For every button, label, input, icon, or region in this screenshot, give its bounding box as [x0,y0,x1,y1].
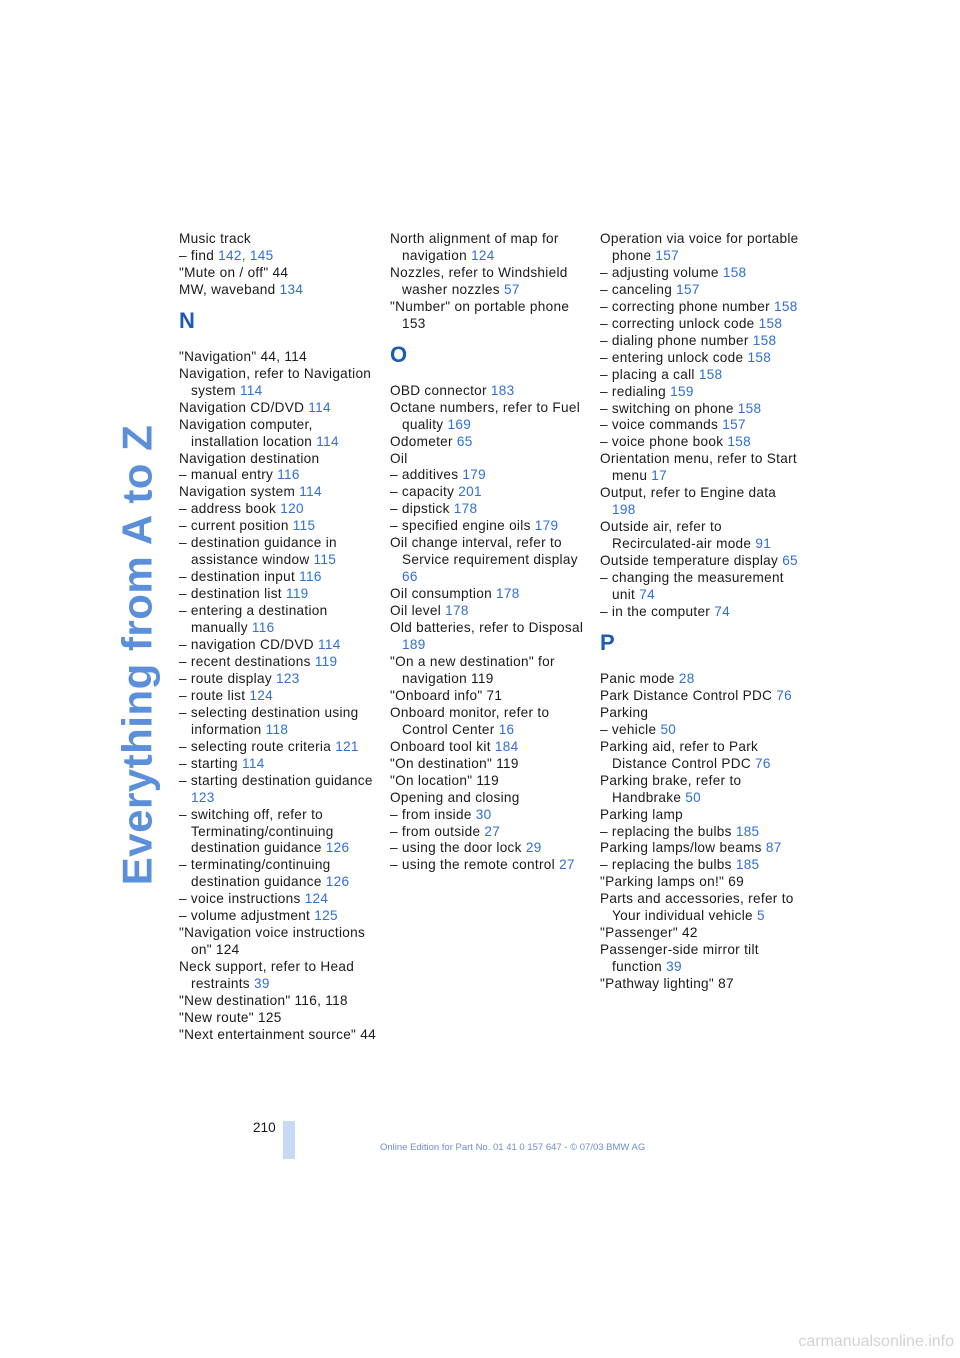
page-reference-link[interactable]: 120 [280,501,304,517]
page-reference-link[interactable]: 121 [335,738,359,754]
page-reference-link[interactable]: 50 [660,721,677,737]
index-entry-text: Navigation CD/DVD [179,399,309,415]
index-entry-text: Navigation, refer to Navigation system [179,365,372,398]
index-entry [179,891,379,908]
index-entry-text: "Mute on / off" 44 [179,264,289,280]
index-entry [390,467,590,484]
page-reference-link[interactable]: 76 [776,687,793,703]
index-entry [179,349,379,366]
index-entry-text: Navigation computer, installation location [179,416,317,449]
index-entry [179,231,379,248]
index-entry [600,401,800,418]
page-reference-link[interactable]: 178 [445,603,469,619]
index-entry-text: – starting [179,755,242,771]
index-entry-text: "On destination" 119 [390,755,519,771]
page-reference-link[interactable]: 17 [651,468,668,484]
page-reference-link[interactable]: 39 [666,959,682,975]
page-reference-link[interactable]: 16 [498,721,515,737]
index-entry [390,756,590,773]
index-entry [390,231,590,265]
index-entry-text: Parking brake, refer to Handbrake [600,772,742,805]
index-entry [600,451,800,485]
index-letter-heading: O [390,341,408,367]
index-entry-text: – route list [179,687,250,703]
index-entry [179,603,379,637]
index-entry-text: – selecting route criteria [179,738,336,754]
index-entry [179,756,379,773]
index-entry-text: "Navigation" 44, 114 [179,348,308,364]
page-reference-link[interactable]: 66 [402,569,418,585]
page-reference-link[interactable]: 5 [757,908,765,924]
page-reference-link[interactable]: 116 [251,620,275,636]
index-entry-text: – from inside [390,806,476,822]
index-entry-text: – recent destinations [179,653,315,669]
index-entry-text: – voice phone book [600,434,728,450]
index-entry [390,518,590,535]
index-entry-text: Oil level [390,603,446,619]
index-entry [390,265,590,299]
index-entry [600,299,800,316]
index-entry [179,993,379,1010]
index-entry [600,722,800,739]
index-entry-text: "Onboard info" 71 [390,687,503,703]
index-entry-text: – switching on phone [600,400,738,416]
index-entry [600,570,800,604]
index-entry [390,790,590,807]
index-entry [600,925,800,942]
index-entry [600,265,800,282]
page-reference-link[interactable]: 158 [722,264,747,280]
index-entry [600,604,800,621]
page-reference-link[interactable]: 179 [462,467,486,483]
index-entry-text: Old batteries, refer to Disposal [390,620,584,636]
index-entry-text: Music track [179,231,252,246]
index-entry-text: – entering unlock code [600,349,748,365]
index-entry-text: "Pathway lighting" 87 [600,976,734,992]
page-reference-link[interactable]: 159 [670,383,694,399]
index-entry [600,688,800,705]
index-entry-text: – find [179,247,219,263]
index-entry [179,467,379,484]
index-entry-text: – vehicle [600,721,661,737]
section-title-text: Everything from A to Z [113,424,161,886]
index-entry [600,384,800,401]
index-entry-text: – specified engine oils [390,518,535,534]
index-entry-text: Nozzles, refer to Windshield washer nozzles [390,264,568,297]
index-entry [600,282,800,299]
index-entry [390,603,590,620]
index-entry [179,535,379,569]
index-entry-text: – selecting destination using information [179,704,359,737]
page-reference-link[interactable]: 124 [471,247,495,263]
index-entry [600,857,800,874]
index-entry-text: – manual entry [179,467,278,483]
page-reference-link[interactable]: 115 [313,552,337,568]
page-reference-link[interactable]: 134 [279,281,304,297]
index-entry [179,501,379,518]
page-reference-link[interactable]: 114 [242,755,265,771]
index-entry [179,908,379,925]
index-entry [600,824,800,841]
index-column-1 [179,231,379,1044]
index-entry [390,688,590,705]
index-entry-text: – starting destination guidance [179,772,373,788]
index-entry-text: "Navigation voice instructions on" 124 [179,925,366,958]
index-entry [390,434,590,451]
index-entry [179,282,379,299]
index-entry-text: Orientation menu, refer to Start menu [600,451,797,484]
index-entry [600,874,800,891]
index-entry-text: "New destination" 116, 118 [179,993,348,1009]
index-entry-text: Outside air, refer to Recirculated-air mode [600,519,756,552]
page-reference-link[interactable]: 157 [722,417,746,433]
page-reference-link[interactable]: 157 [655,247,679,263]
index-entry [390,807,590,824]
page-reference-link[interactable]: 27 [484,823,501,839]
index-entry-text: – using the remote control [390,857,560,873]
page-reference-link[interactable]: 183 [490,382,515,398]
index-entry [179,705,379,739]
page-reference-link[interactable]: 126 [325,874,350,890]
index-entry-text: Panic mode [600,670,679,686]
page-reference-link[interactable]: 201 [458,484,482,500]
page-reference-link[interactable]: 119 [314,653,338,669]
page-reference-link[interactable]: 74 [714,603,730,619]
index-entry [390,484,590,501]
index-entry [179,451,379,468]
index-entry [390,620,590,654]
index-entry [600,840,800,857]
index-entry [179,857,379,891]
index-entry-text: Octane numbers, refer to Fuel quality [390,399,581,432]
index-entry-text: North alignment of map for navigation [390,231,559,263]
index-entry-text: "On location" 119 [390,772,499,788]
page-reference-link[interactable]: 185 [735,823,760,839]
page-reference-link[interactable]: 157 [676,281,700,297]
index-entry-text: – destination list [179,586,286,602]
page-reference-link[interactable]: 142, 145 [218,247,274,263]
index-entry [390,535,590,586]
page-reference-link[interactable]: 126 [325,840,350,856]
index-entry [600,333,800,350]
index-entry-text: Navigation destination [179,450,320,466]
index-entry-text: – dipstick [390,501,454,517]
page-reference-link[interactable]: 123 [191,789,215,805]
index-entry [600,553,800,570]
index-entry-text: – capacity [390,484,459,500]
page-reference-link[interactable]: 158 [698,366,723,382]
index-entry-text: Onboard tool kit [390,738,495,754]
index-entry [600,891,800,925]
index-entry-text: Parking [600,704,649,720]
page-reference-link[interactable]: 158 [774,298,798,314]
index-entry-text: – adjusting volume [600,264,723,280]
page-reference-link[interactable]: 158 [758,315,783,331]
index-entry [600,485,800,519]
index-entry-text: – switching off, refer to Terminating/continuing destination guidance [179,806,334,856]
page-reference-link[interactable]: 158 [747,349,772,365]
index-entry-text: – terminating/continuing destination guidance [179,857,331,890]
index-entry [179,366,379,400]
index-entry [600,417,800,434]
index-entry [390,586,590,603]
page-reference-link[interactable]: 50 [685,789,702,805]
index-letter-heading: N [179,307,195,333]
index-column-3 [600,231,800,993]
index-entry-text: – replacing the bulbs [600,823,736,839]
index-entry [179,400,379,417]
page-reference-link[interactable]: 119 [285,586,309,602]
page-reference-link[interactable]: 30 [475,806,492,822]
page-reference-link[interactable]: 28 [678,670,695,686]
index-entry-text: – voice instructions [179,891,305,907]
index-entry [390,501,590,518]
page-reference-link[interactable]: 118 [265,721,289,737]
index-entry-text: – redialing [600,383,671,399]
index-entry [390,840,590,857]
page-reference-link[interactable]: 65 [782,553,798,569]
index-entry [179,959,379,993]
page-reference-link[interactable]: 114 [308,399,331,415]
index-entry-text: Onboard monitor, refer to Control Center [390,704,550,737]
index-entry [390,824,590,841]
page-reference-link[interactable]: 27 [559,857,575,873]
index-entry-text: – correcting unlock code [600,315,759,331]
index-entry [600,316,800,333]
page-reference-link[interactable]: 74 [639,587,655,603]
index-entry [600,807,800,824]
index-entry [600,671,800,688]
page-reference-link[interactable]: 125 [314,908,338,924]
page-reference-link[interactable]: 179 [534,518,559,534]
index-entry [179,1010,379,1027]
index-entry [179,1027,379,1044]
index-entry-text: – replacing the bulbs [600,857,736,873]
index-entry [390,857,590,874]
index-entry-text: Oil change interval, refer to Service requirement display [390,535,578,568]
index-entry [179,654,379,671]
index-entry [179,484,379,501]
section-side-title [112,230,162,1080]
index-entry-text: – destination input [179,569,300,585]
index-entry [390,451,590,468]
page-reference-link[interactable]: 158 [737,400,762,416]
index-entry [390,400,590,434]
page-reference-link[interactable]: 178 [496,586,520,602]
index-entry [600,739,800,773]
index-entry [600,434,800,451]
index-entry [179,688,379,705]
index-entry-text: – address book [179,501,281,517]
index-entry [179,637,379,654]
page-reference-link[interactable]: 178 [453,501,478,517]
index-entry-text: Oil [390,450,408,466]
page-reference-link[interactable]: 124 [304,891,329,907]
index-entry-text: "On a new destination" for navigation 119 [390,653,555,686]
page-reference-link[interactable]: 189 [402,637,426,653]
index-entry-text: – destination guidance in assistance window [179,535,337,568]
page-reference-link[interactable]: 169 [447,416,472,432]
index-entry [390,739,590,756]
index-entry [179,807,379,858]
page-reference-link[interactable]: 114 [316,433,339,449]
page-reference-link[interactable]: 91 [755,536,772,552]
index-letter-heading: P [600,629,615,655]
index-entry [390,654,590,688]
page-number: 210 [253,1120,276,1135]
index-entry-text: – in the computer [600,603,715,619]
page-reference-link[interactable]: 123 [276,670,300,686]
index-entry [179,518,379,535]
index-entry-text: Passenger-side mirror tilt function [600,942,759,975]
index-entry [179,739,379,756]
index-entry-text: – navigation CD/DVD [179,637,318,653]
page-reference-link[interactable]: 87 [765,840,782,856]
index-entry-text: Output, refer to Engine data [600,485,777,501]
page-reference-link[interactable]: 114 [299,484,322,500]
page-reference-link[interactable]: 184 [494,738,519,754]
index-entry [390,705,590,739]
index-entry [179,569,379,586]
page-reference-link[interactable]: 198 [612,502,636,518]
index-entry-text: "New route" 125 [179,1009,282,1025]
page-reference-link[interactable]: 65 [456,433,473,449]
index-entry-text: – current position [179,518,293,534]
index-entry-text: – using the door lock [390,840,526,856]
index-entry-text: – dialing phone number [600,332,753,348]
index-entry [179,586,379,603]
index-entry [179,265,379,282]
watermark: carmanualsonline.info [798,1333,954,1350]
index-entry-text: – entering a destination manually [179,603,328,636]
index-entry-text: – volume adjustment [179,908,315,924]
index-entry [600,231,800,265]
page-accent-bar [283,1121,295,1159]
index-entry-text: Outside temperature display [600,553,783,569]
index-entry [179,248,379,265]
page-reference-link[interactable]: 124 [249,687,273,703]
index-entry [179,671,379,688]
page-reference-link[interactable]: 114 [239,382,263,398]
index-entry [179,925,379,959]
index-entry-text: MW, waveband [179,281,280,297]
index-entry [600,350,800,367]
index-entry-text: OBD connector [390,382,491,398]
index-entry-text: Odometer [390,433,457,449]
index-entry-text: "Next entertainment source" 44 [179,1026,376,1042]
index-entry-text: – from outside [390,823,485,839]
index-entry-text: Navigation system [179,484,300,500]
index-entry-text: – additives [390,467,463,483]
page-reference-link[interactable]: 57 [503,281,520,297]
index-entry [600,976,800,993]
page-reference-link[interactable]: 158 [752,332,777,348]
page-reference-link[interactable]: 116 [277,467,300,483]
index-entry [600,942,800,976]
index-entry-text: – placing a call [600,366,699,382]
index-entry-text: Park Distance Control PDC [600,687,777,703]
index-entry [179,417,379,451]
index-entry [390,383,590,400]
index-entry-text: "Number" on portable phone 153 [390,298,570,331]
index-entry-text: Opening and closing [390,789,520,805]
index-entry-text: Parking aid, refer to Park Distance Control PDC [600,738,759,771]
index-entry [179,773,379,807]
page-reference-link[interactable]: 115 [292,518,316,534]
index-entry [390,299,590,333]
page-reference-link[interactable]: 114 [317,637,341,653]
index-entry-text: Parts and accessories, refer to Your individual vehicle [600,891,794,924]
page-reference-link[interactable]: 116 [299,569,322,585]
index-entry-text: Parking lamp [600,806,683,822]
page-reference-link[interactable]: 185 [735,857,760,873]
footer-edition-note: Online Edition for Part No. 01 41 0 157 647 - © 07/03 BMW AG [380,1142,646,1153]
index-entry [600,519,800,553]
index-entry-text: – canceling [600,281,677,297]
index-entry-text: Oil consumption [390,586,497,602]
index-entry [600,367,800,384]
page-reference-link[interactable]: 39 [253,976,270,992]
page-reference-link[interactable]: 29 [525,840,542,856]
index-entry-text: – changing the measurement unit [600,570,784,603]
page-reference-link[interactable]: 76 [755,755,771,771]
index-entry-text: – voice commands [600,417,723,433]
index-entry-text: Operation via voice for portable phone [600,231,799,263]
index-entry-text: Neck support, refer to Head restraints [179,959,355,992]
index-column-2 [390,231,590,874]
index-entry [390,773,590,790]
index-entry [600,773,800,807]
index-entry [600,705,800,722]
index-entry-text: "Parking lamps on!" 69 [600,874,744,890]
index-entry-text: – correcting phone number [600,298,775,314]
index-entry-text: Parking lamps/low beams [600,840,766,856]
index-entry-text: "Passenger" 42 [600,925,698,941]
index-entry-text: – route display [179,670,276,686]
page-reference-link[interactable]: 158 [727,434,751,450]
